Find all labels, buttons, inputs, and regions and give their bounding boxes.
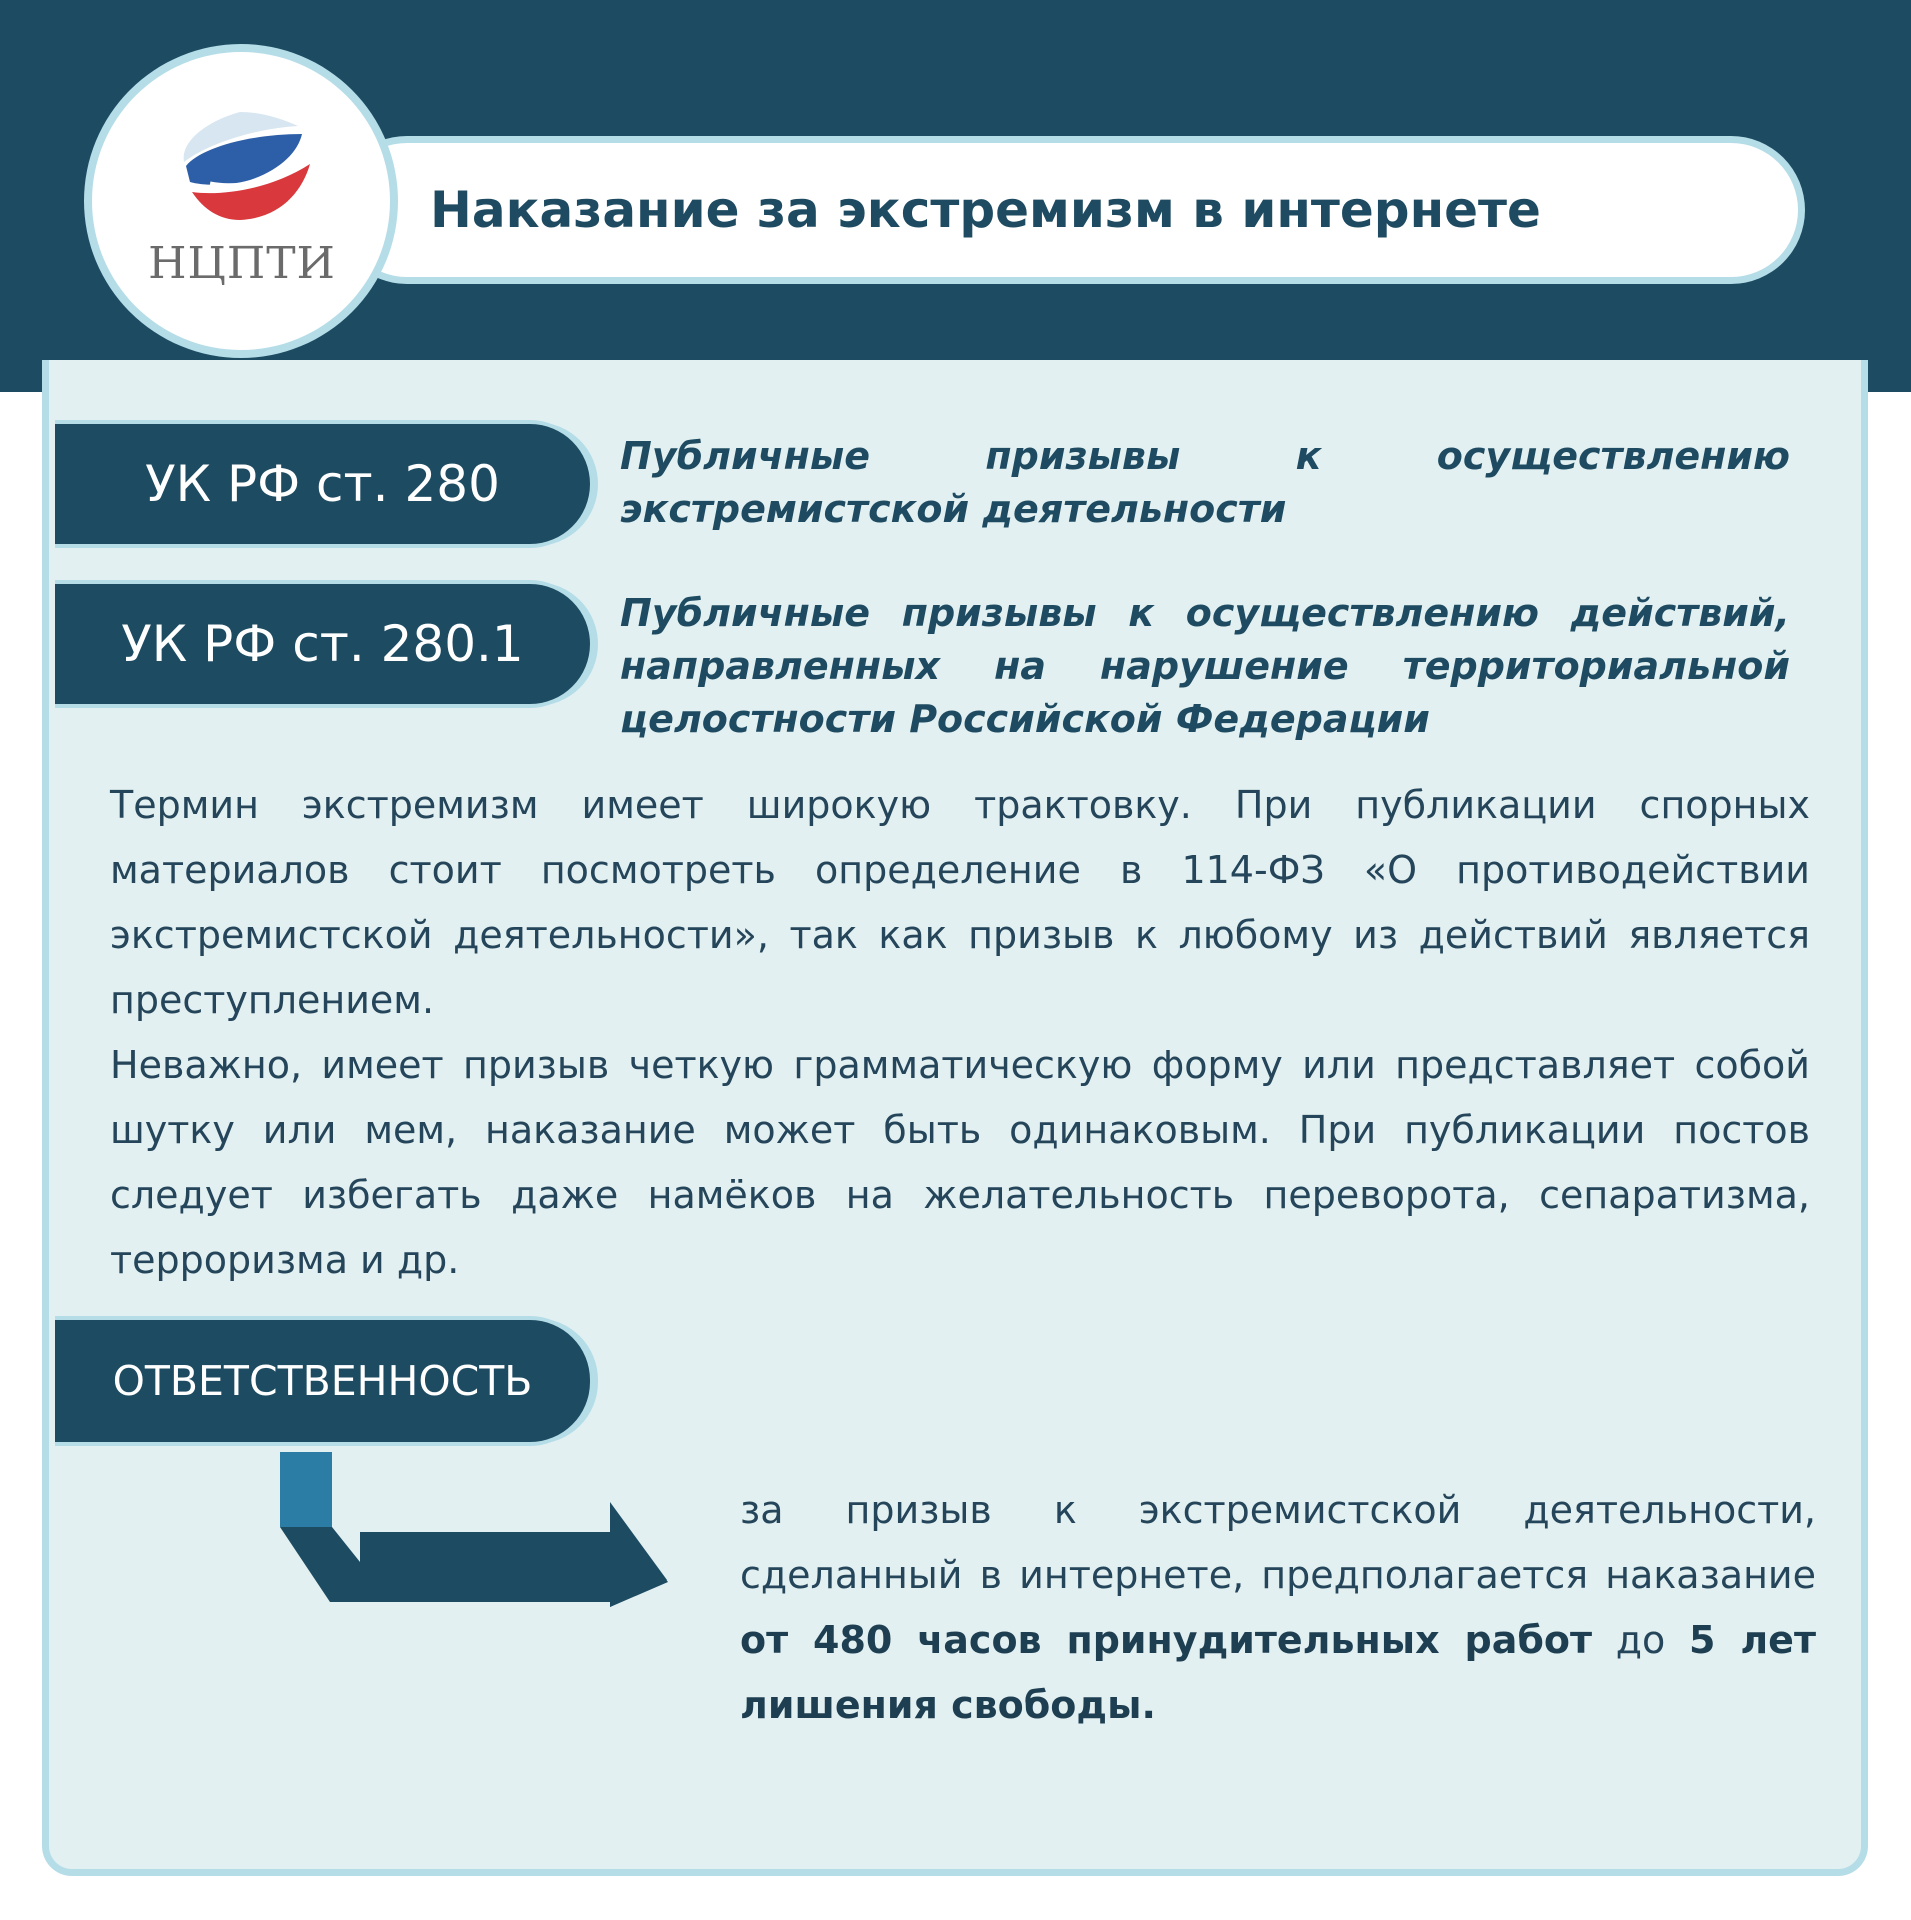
article-280-description: Публичные призывы к осуществлению экстремистской деятельности xyxy=(620,434,1790,531)
title-banner xyxy=(340,143,1798,277)
article-280-1-description: Публичные призывы к осуществлению действий, направленных на нарушение территориальной целостности Российской Федерации xyxy=(620,591,1790,741)
body-paragraph-1: Термин экстремизм имеет широкую трактовку. При публикации спорных материалов стоит посмотреть определение в 114-ФЗ «О противодействии экстремистской деятельности», так как призыв к любому из действий является преступлением. xyxy=(110,783,1810,1022)
body-text xyxy=(110,773,1810,1293)
penalty-text xyxy=(740,1478,1816,1738)
penalty-min: от 480 часов принудительных работ xyxy=(740,1618,1593,1662)
flag-swoosh-logo-icon xyxy=(170,100,320,240)
article-280-tag: УК РФ ст. 280 xyxy=(55,424,590,544)
penalty-intro: за призыв к экстремистской деятельности, сделанный в интернете, предполагается наказание xyxy=(740,1488,1816,1597)
article-280-1-tag: УК РФ ст. 280.1 xyxy=(55,584,590,704)
logo-text: НЦПТИ xyxy=(148,238,336,289)
responsibility-tag: ОТВЕТСТВЕННОСТЬ xyxy=(55,1320,590,1442)
penalty-connector: до xyxy=(1615,1618,1666,1662)
penalty-max: 5 лет лишения свободы. xyxy=(740,1618,1816,1727)
page-title: Наказание за экстремизм в интернете xyxy=(430,181,1541,239)
right-angle-arrow-icon xyxy=(280,1452,670,1617)
body-paragraph-2: Неважно, имеет призыв четкую грамматическую форму или представляет собой шутку или мем, наказание может быть одинаковым. При публикации постов следует избегать даже намёков на желательность переворота, сепаратизма, терроризма и др. xyxy=(110,1043,1810,1282)
